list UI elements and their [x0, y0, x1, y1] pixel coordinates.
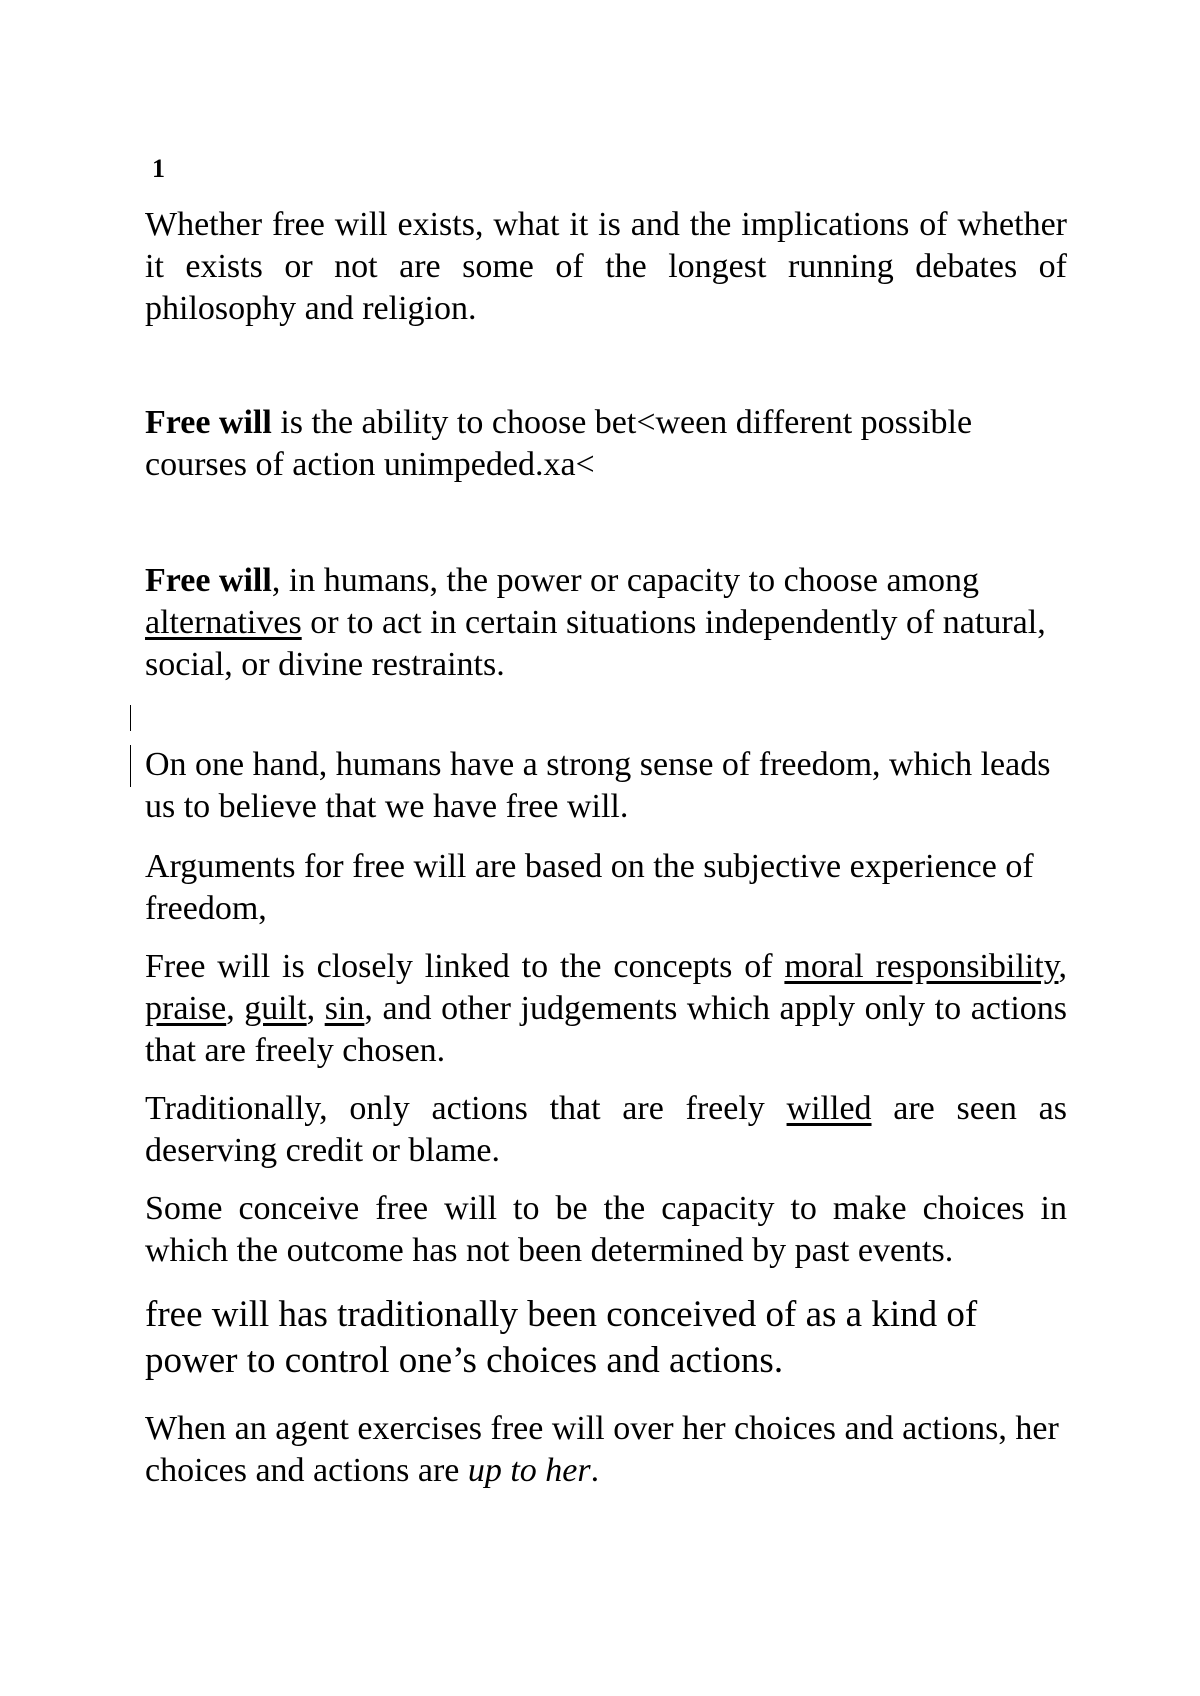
page-number: 1 — [152, 154, 165, 183]
paragraph-free-will-in-humans — [145, 560, 1067, 686]
text-segment: , — [306, 990, 325, 1027]
text-segment: are seen as deserving credit or blame. — [145, 1090, 1067, 1169]
paragraph-traditionally — [145, 1088, 1067, 1172]
link-willed[interactable]: willed — [786, 1090, 872, 1127]
paragraph-arguments: Arguments for free will are based on the subjective experience of freedom, — [145, 848, 1034, 927]
paragraph-free-will-definition — [145, 402, 1067, 486]
text-segment: . — [590, 1452, 600, 1489]
italic-phrase: up to her — [467, 1452, 591, 1489]
definition-text: is the ability to choose bet<ween different possible courses of action unimpeded.xa< — [145, 404, 973, 483]
text-segment: , — [1058, 948, 1067, 985]
paragraph-up-to-her — [145, 1408, 1067, 1492]
change-bar — [130, 705, 131, 731]
bold-term: Free will — [145, 404, 272, 441]
paragraph-moral-responsibility — [145, 946, 1067, 1072]
link-sin[interactable]: sin — [324, 990, 365, 1027]
bold-term: Free will — [145, 562, 272, 599]
text-segment: , and other judgements which apply only to actions that are freely chosen. — [145, 990, 1068, 1069]
paragraph-power-to-control: free will has traditionally been conceived of as a kind of power to control one’s choices and actions. — [145, 1294, 978, 1381]
link-moral-responsibility[interactable]: moral responsibility — [784, 948, 1059, 985]
link-praise[interactable]: praise — [145, 990, 227, 1027]
paragraph-outcome: Some conceive free will to be the capacity to make choices in which the outcome has not been determined by past events. — [145, 1190, 1067, 1269]
text-segment: , in humans, the power or capacity to choose among — [271, 562, 980, 599]
text-segment: , — [226, 990, 245, 1027]
link-alternatives[interactable]: alternatives — [145, 604, 302, 641]
text-segment: When an agent exercises free will over her choices and actions, her choices and actions are — [145, 1410, 1059, 1489]
text-segment: Traditionally, only actions that are freely — [145, 1090, 787, 1127]
text-segment: Free will is closely linked to the concepts of — [145, 948, 785, 985]
paragraph-free-will-debate: Whether free will exists, what it is and the implications of whether it exists or not are some of the longest running debates of philosophy and religion. — [145, 206, 1067, 327]
change-bar — [130, 745, 131, 787]
text-segment: or to act in certain situations independently of natural, social, or divine restraints. — [145, 604, 1046, 683]
paragraph-sense-of-freedom: On one hand, humans have a strong sense of freedom, which leads us to believe that we have free will. — [145, 746, 1051, 825]
link-guilt[interactable]: guilt — [244, 990, 307, 1027]
